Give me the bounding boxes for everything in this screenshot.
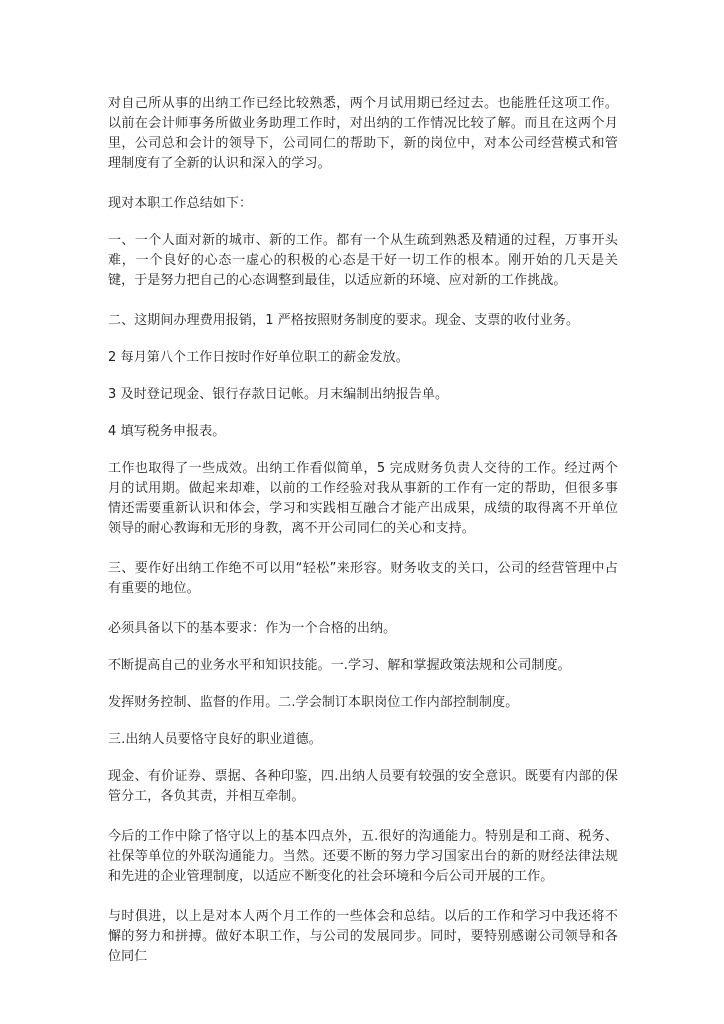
paragraph-summary-heading: 现对本职工作总结如下： (108, 196, 253, 211)
paragraph-results: 工作也取得了一些成效。出纳工作看似简单，5 完成财务负责人交待的工作。经过两个月的试用期。做起来却难，以前的工作经验对我从事新的工作有一定的帮助，但很多事情还需要重新认识和体会，学习和实践相互融合才能产出成果，成绩的取得离不开单位领导的耐心教诲和无形的身教，离不开公司同仁的关心和支持。 (108, 461, 618, 536)
paragraph-point-three: 三.出纳人员要恪守良好的职业道德。 (108, 732, 322, 747)
paragraph-item-four: 4 填写税务申报表。 (108, 424, 226, 439)
paragraph-point-two: 发挥财务控制、监督的作用。二.学会制订本职岗位工作内部控制制度。 (108, 695, 519, 710)
paragraph-item-three: 3 及时登记现金、银行存款日记帐。月末编制出纳报告单。 (108, 387, 449, 402)
paragraph-intro: 对自己所从事的出纳工作已经比较熟悉，两个月试用期已经过去。也能胜任这项工作。以前在会计师事务所做业务助理工作时，对出纳的工作情况比较了解。而且在这两个月里，公司总和会计的领导下，公司同仁的帮助下，新的岗位中，对本公司经营模式和管理制度有了全新的认识和深入的学习。 (108, 96, 618, 171)
paragraph-section-three: 三、要作好出纳工作绝不可以用“轻松”来形容。财务收支的关口，公司的经营管理中占有重要的地位。 (108, 561, 618, 596)
paragraph-point-five: 今后的工作中除了恪守以上的基本四点外，五.很好的沟通能力。特别是和工商、税务、社保等单位的外联沟通能力。当然。还要不断的努力学习国家出台的新的财经法律法规和先进的企业管理制度，以适应不断变化的社会环境和今后公司开展的工作。 (108, 829, 618, 884)
document-page (108, 94, 618, 987)
paragraph-section-one: 一、一个人面对新的城市、新的工作。都有一个从生疏到熟悉及精通的过程，万事开头难，一个良好的心态一虚心的积极的心态是干好一切工作的根本。刚开始的几天是关键，于是努力把自己的心态调整到最佳，以适应新的环境、应对新的工作挑战。 (108, 233, 618, 288)
paragraph-conclusion: 与时俱进，以上是对本人两个月工作的一些体会和总结。以后的工作和学习中我还将不懈的努力和拼搏。做好本职工作，与公司的发展同步。同时，要特别感谢公司领导和各位同仁 (108, 909, 618, 964)
paragraph-section-two: 二、这期间办理费用报销，1 严格按照财务制度的要求。现金、支票的收付业务。 (108, 313, 580, 328)
paragraph-point-one: 不断提高自己的业务水平和知识技能。一.学习、解和掌握政策法规和公司制度。 (108, 658, 571, 673)
paragraph-point-four: 现金、有价证券、票据、各种印鉴，四.出纳人员要有较强的安全意识。既要有内部的保管分工，各负其责，并相互牵制。 (108, 769, 618, 804)
paragraph-item-two: 2 每月第八个工作日按时作好单位职工的薪金发放。 (108, 350, 409, 365)
paragraph-requirements: 必须具备以下的基本要求：作为一个合格的出纳。 (108, 621, 397, 636)
